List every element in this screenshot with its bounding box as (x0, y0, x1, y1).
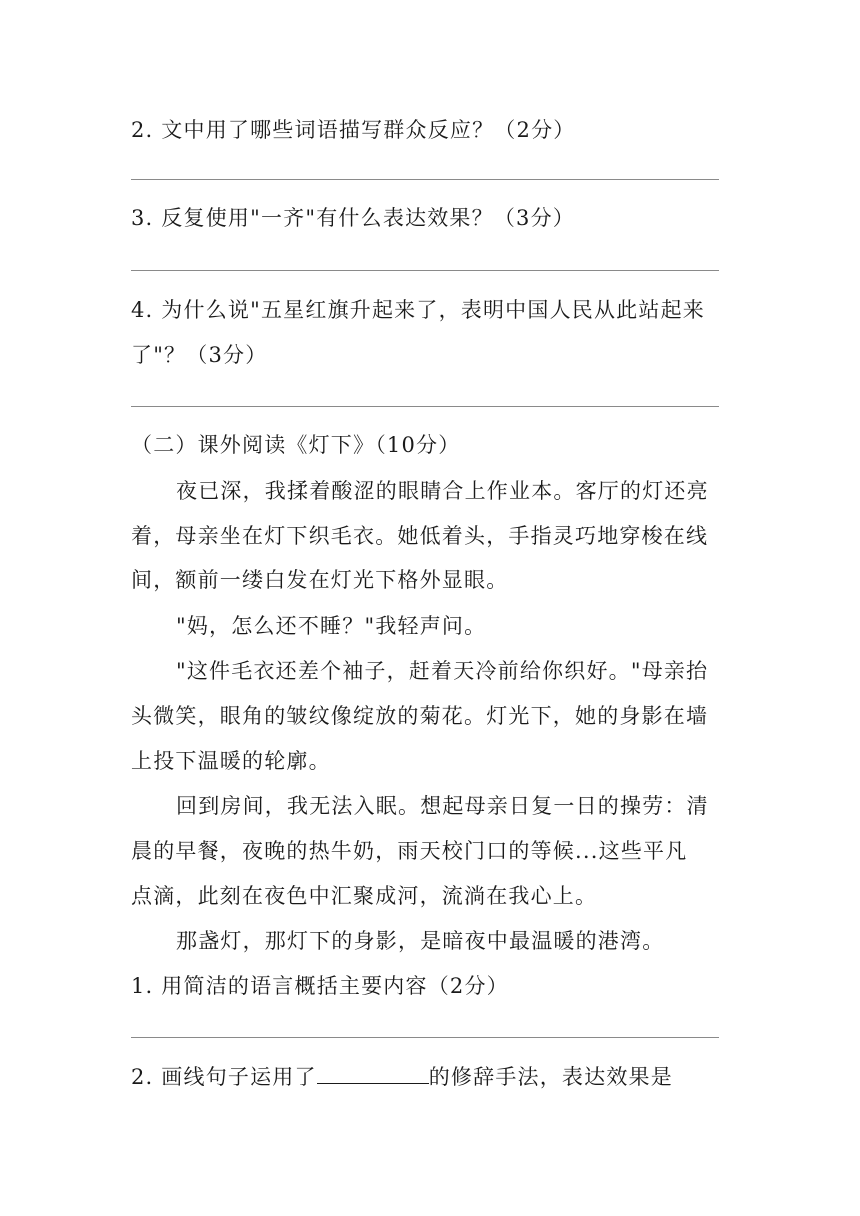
paragraph-line: "这件毛衣还差个袖子，赶着天冷前给你织好。"母亲抬 (176, 659, 709, 683)
answer-line (131, 1037, 719, 1038)
paragraph-line: 晨的早餐，夜晚的热牛奶，雨天校门口的等候...这些平凡 (131, 839, 688, 863)
question-4-line-1: 4. 为什么说"五星红旗升起来了，表明中国人民从此站起来 (131, 298, 705, 322)
paragraph-line: 夜已深，我揉着酸涩的眼睛合上作业本。客厅的灯还亮 (176, 479, 709, 503)
fill-blank[interactable] (317, 1065, 429, 1084)
answer-line (131, 179, 719, 180)
question-2: 2. 文中用了哪些词语描写群众反应？（2分） (131, 118, 576, 142)
paragraph-line: 那盏灯，那灯下的身影，是暗夜中最温暖的港湾。 (176, 929, 665, 953)
paragraph-line: 点滴，此刻在夜色中汇聚成河，流淌在我心上。 (131, 884, 598, 908)
question-3: 3. 反复使用"一齐"有什么表达效果？（3分） (131, 206, 575, 230)
reading-question-1: 1. 用简洁的语言概括主要内容（2分） (131, 974, 509, 998)
question-text: 的修辞手法，表达效果是 (428, 1065, 673, 1089)
section-heading: （二）课外阅读《灯下》（10分） (131, 433, 461, 457)
question-4-line-2: 了"？（3分） (131, 343, 268, 367)
paragraph-line: 着，母亲坐在灯下织毛衣。她低着头，手指灵巧地穿梭在线 (131, 524, 709, 548)
paragraph-line: 间，额前一缕白发在灯光下格外显眼。 (131, 568, 509, 592)
paragraph-line: "妈，怎么还不睡？"我轻声问。 (176, 614, 487, 638)
paragraph-line: 回到房间，我无法入眠。想起母亲日复一日的操劳：清 (176, 794, 709, 818)
answer-line (131, 406, 719, 407)
answer-line (131, 270, 719, 271)
reading-question-2 (131, 1063, 731, 1091)
question-text: 2. 画线句子运用了 (131, 1065, 317, 1089)
paragraph-line: 上投下温暖的轮廓。 (131, 749, 331, 773)
paragraph-line: 头微笑，眼角的皱纹像绽放的菊花。灯光下，她的身影在墙 (131, 704, 709, 728)
